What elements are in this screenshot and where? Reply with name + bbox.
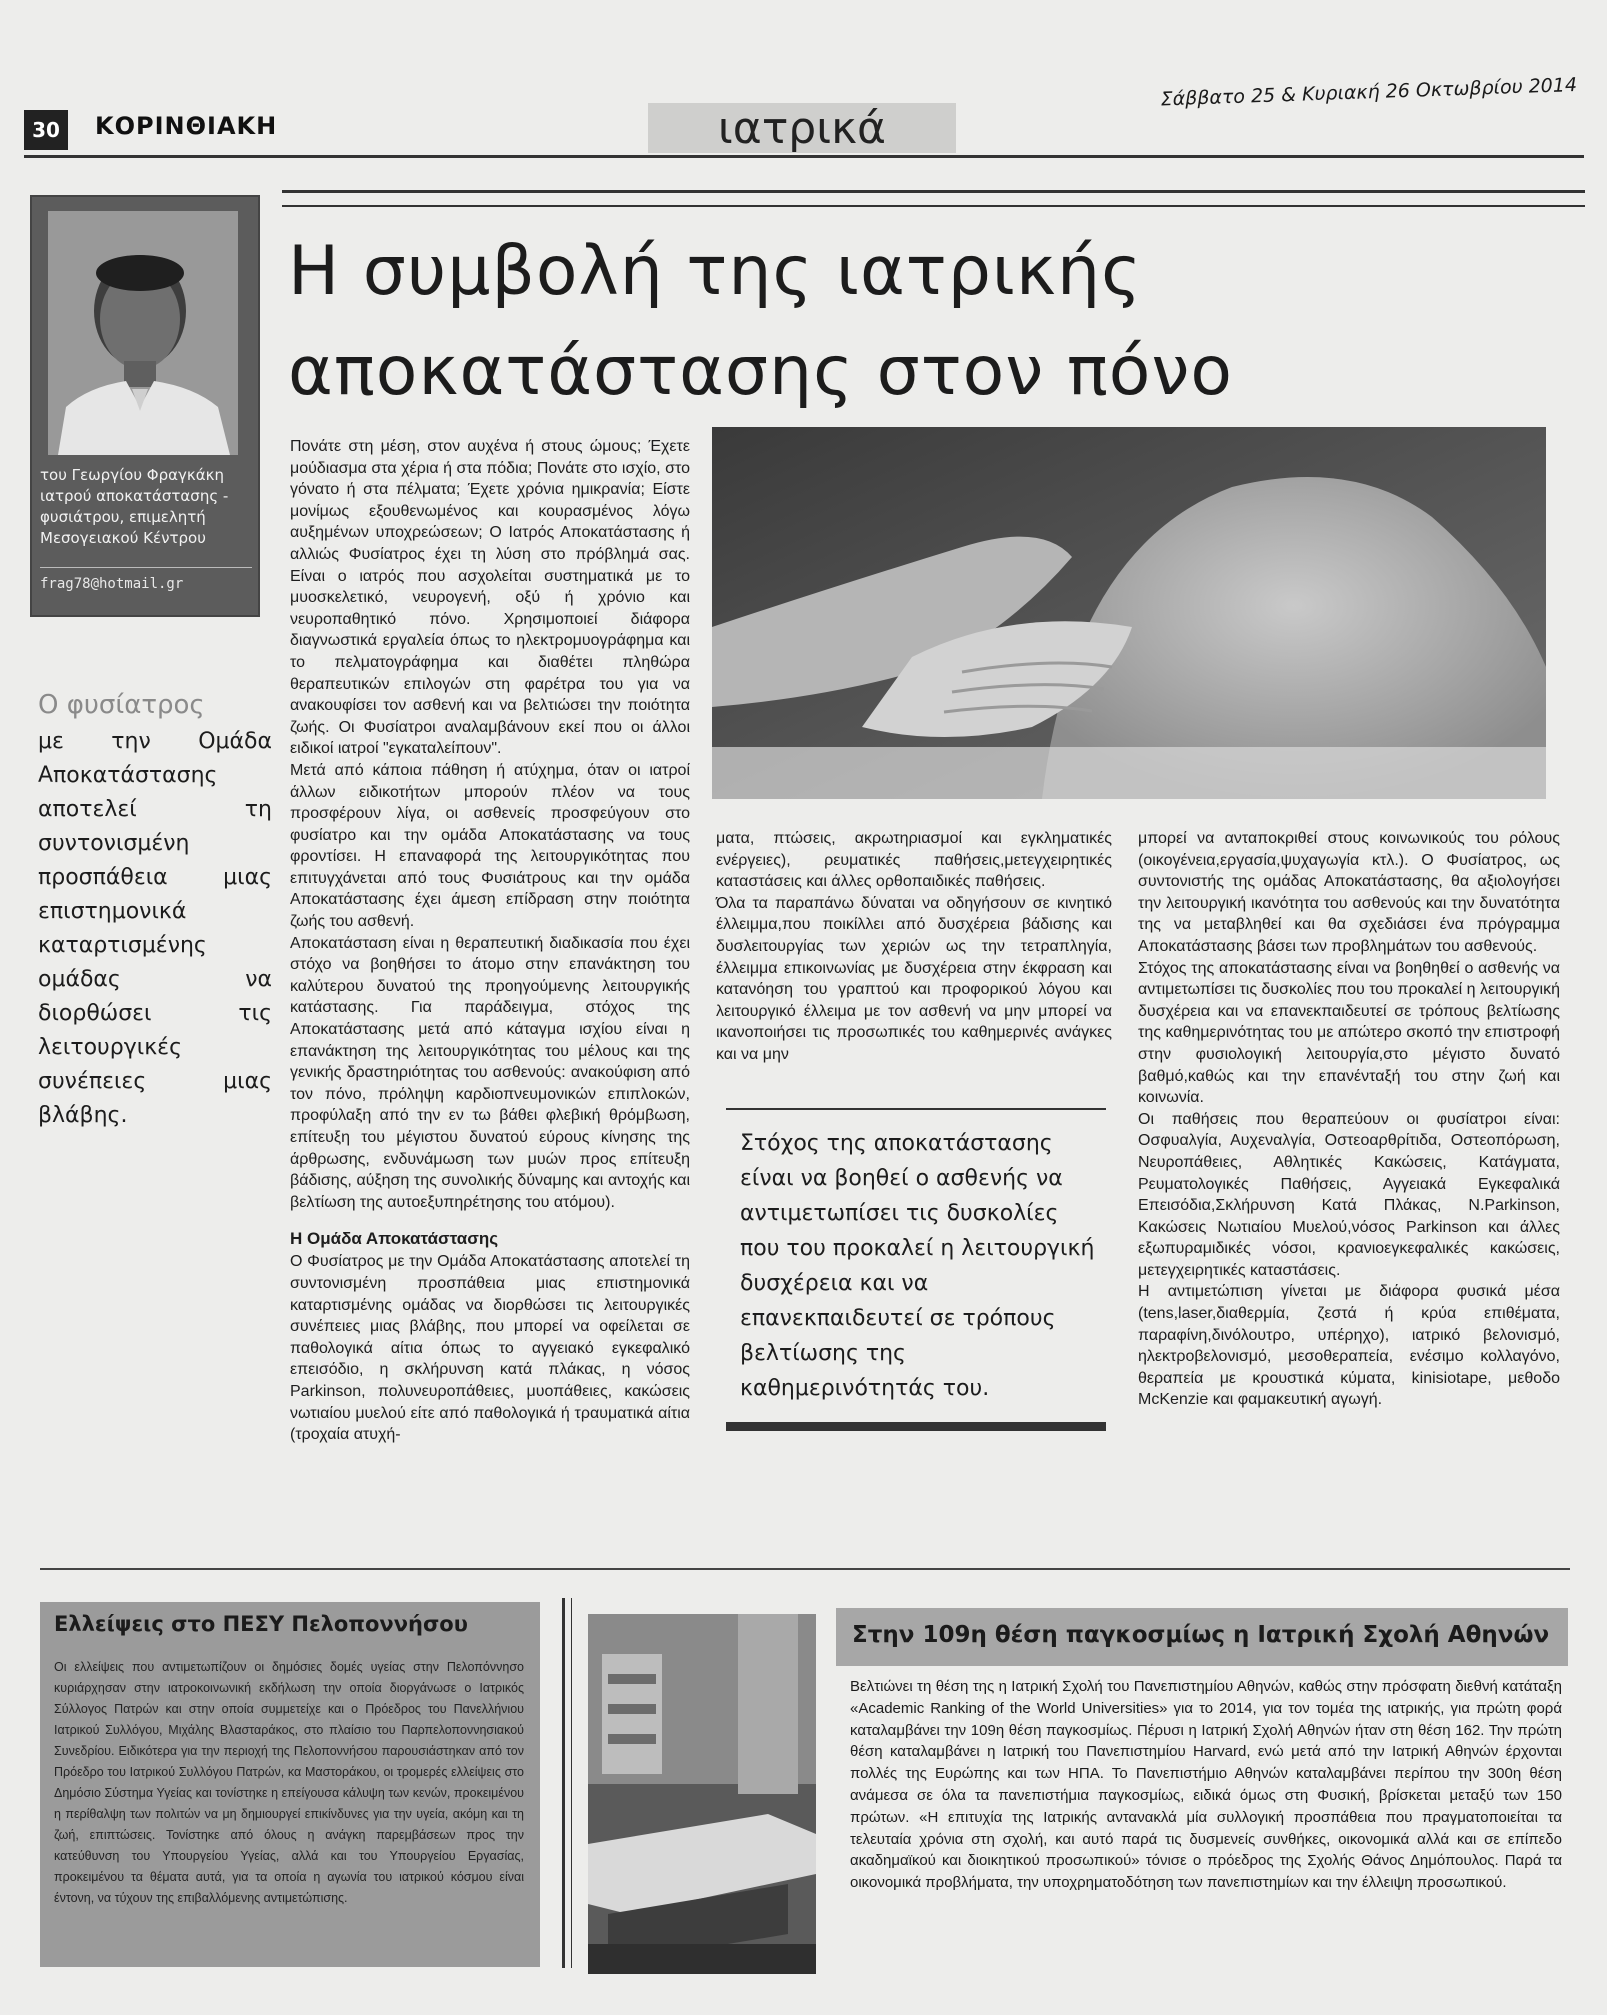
knee-examination-photo	[712, 427, 1546, 799]
news-brief-title-bar	[836, 1608, 1568, 1666]
issue-date: Σάββατο 25 & Κυριακή 26 Οκτωβρίου 2014	[1160, 74, 1578, 111]
article-divider	[40, 1568, 1570, 1570]
paragraph: Οι παθήσεις που θεραπεύουν οι φυσίατροι είναι: Οσφυαλγία, Αυχεναλγία, Οστεοαρθρίτιδα, Οστεοπόρωση, Νευροπάθειες, Αθλητικές Κακώσεις, Κατάγματα, Ρευματολογικές Παθήσεις, Αγγειακά Εγκεφαλικά Επεισόδια,Σκλήρυνση Κατά Πλάκας, N.Parkinson, Κακώσεις Νωτιαίου Μυελού,νόσος Parkinson και άλλες εξωπυραμιδικές νόσοι, κρανιοεγκεφαλικές κακώσεις, μετεγχειρητικές καταστάσεις.	[1138, 1110, 1560, 1279]
author-byline: του Γεωργίου Φραγκάκη ιατρού αποκατάστασης - φυσιάτρου, επιμελητή Μεσογειακού Κέντρου	[40, 466, 229, 547]
article-column-2	[716, 828, 1112, 1066]
section-label: ιατρικά	[717, 102, 887, 154]
news-brief-title: Ελλείψεις στο ΠΕΣΥ Πελοποννήσου	[54, 1612, 468, 1636]
news-brief-left	[40, 1602, 540, 1967]
article-column-1	[290, 436, 690, 1446]
paragraph: Ο Φυσίατρος με την Ομάδα Αποκατάστασης αποτελεί τη συντονισμένη προσπάθεια μιας επιστημονικά καταρτισμένης ομάδας να διορθώσει τις λειτουργικές συνέπειες μιας βλάβης, που μπορεί να οφείλεται σε παθολογικά αίτια όπως το αγγειακό εγκεφαλικό επεισόδιο, η σκλήρυνση κατά πλάκας, η νόσος Parkinson, πολυνευροπάθειες, μυοπάθειες, κακώσεις νωτιαίου μυελού είτε από παθολογικά ή τραυματικά αίτια (τροχαία ατυχή-	[290, 1253, 690, 1444]
paragraph: ματα, πτώσεις, ακρωτηριασμοί και εγκληματικές ενέργειες), ρευματικές παθήσεις,μετεγχειρητικές καταστάσεις και άλλες ορθοπαιδικές παθήσεις.	[716, 830, 1112, 891]
paragraph: Η αντιμετώπιση γίνεται με διάφορα φυσικά μέσα (tens,laser,διαθερμία, ζεστά ή κρύα επιθέματα, παραφίνη,δινόλουτρο, υπέρηχο), ιατρικό βελονισμό, ηλεκτροβελονισμό, μεσοθεραπεία, ενέσιμο κολλαγόνο, θεραπεία με κρουστικά κύματα, kinisiotape, μεθοδο McKenzie και φαμακευτική αγωγή.	[1138, 1283, 1560, 1409]
paragraph: Πονάτε στη μέση, στον αυχένα ή στους ώμους; Έχετε μούδιασμα στα χέρια ή στα πόδια; Πονάτε στο ισχίο, στο γόνατο ή στα πέλματα; Έχετε χρόνια ημικρανία; Είστε μονίμως εξουθενωμένος και κουρασμένος λόγω αυξημένων υποχρεώσεων; Ο Ιατρός Αποκατάστασης ή αλλιώς Φυσίατρος έχει τη λύση στο πρόβλημά σας. Είναι ο ιατρός που ασχολείται συστηματικά με το μυοσκελετικό, νευρογενή, οξύ ή χρόνιο και νευροπαθητικό πόνο. Χρησιμοποιεί διάφορα διαγνωστικά εργαλεία όπως το ηλεκτρομυογράφημα και το πελματογράφημα και διαθέτει πληθώρα θεραπευτικών επιλογών στη φαρέτρα του για να ανακουφίσει τον ασθενή και να βελτιώσει την ποιότητα ζωής. Οι Φυσίατροι αναλαμβάνουν εκεί που οι άλλοι ειδικοί ιατροί "εγκαταλείπουν".	[290, 438, 690, 758]
pull-quote-text: Στόχος της αποκατάστασης είναι να βοηθεί ο ασθενής να αντιμετωπίσει τις δυσκολίες που του προκαλεί η λειτουργική δυσχέρεια και να επανεκπαιδευτεί σε τρόπους βελτίωσης της καθημερινότητάς του.	[740, 1131, 1095, 1401]
side-quote-heading: Ο φυσίατρος	[38, 690, 205, 720]
title-rule	[282, 190, 1585, 207]
author-photo	[48, 211, 238, 455]
header-divider	[24, 155, 1584, 158]
page-number: 30	[24, 110, 68, 150]
pull-quote-top-rule	[726, 1108, 1106, 1110]
paragraph: Όλα τα παραπάνω δύναται να οδηγήσουν σε κινητικό έλλειμμα,που ποικίλλει από δυσχέρεια βάδισης και δυσλειτουργίας των χεριών ως την τετραπληγία, έλλειμμα επικοινωνίας με δυσχέρεια στην έκφραση και κατανόηση του γραπτού και προφορικού λόγου και λειτουργικό έλλειμα με τον ασθενή να μην μπορεί να ικανοποιήσει τις προσωπικές του καθημερινές ανάγκες και να μην	[716, 894, 1112, 1063]
paragraph: Στόχος της αποκατάστασης είναι να βοηθηθεί ο ασθενής να αντιμετωπίσει τις δυσκολίες που του προκαλεί η λειτουργική δυσχέρεια και να επανεκπαιδευτεί σε τρόπους βελτίωσης της καθημερινότητας του με απώτερο σκοπό την επιστροφή στην φυσιολογική λειτουργία,στο μέγιστο δυνατό βαθμό,καθώς και την επανένταξή του στην ζωή και κοινωνία.	[1138, 959, 1560, 1107]
section-heading: Η Ομάδα Αποκατάστασης	[290, 1229, 499, 1249]
section-label-box	[648, 103, 956, 153]
column-divider	[562, 1598, 572, 1968]
news-brief-title: Στην 109η θέση παγκοσμίως η Ιατρική Σχολή Αθηνών	[852, 1622, 1550, 1648]
pull-quote	[726, 1108, 1106, 1431]
news-brief-text: Βελτιώνει τη θέση της η Ιατρική Σχολή του Πανεπιστημίου Αθηνών, καθώς στην πρόσφατη διεθνή κατάταξη «Academic Ranking of the World Universities» για το 2014, για τον τομέα της ιατρικής, για πρώτη φορά καταλαμβάνει την 109η θέση παγκοσμίως. Πέρυσι η Ιατρική Σχολή Αθηνών ήταν στη θέση 162. Την πρώτη θέση καταλαμβάνει η Ιατρική του Πανεπιστημίου Harvard, ενώ μετά από την Ιατρική Αθηνών έρχονται πολλές της Ευρώπης και των ΗΠΑ. Το Πανεπιστήμιο Αθηνών καταλαμβάνει περίπου την 300η θέση ανάμεσα σε όλα τα πανεπιστήμια παγκοσμίως, ειδικά όμως στη Φυσική, βρίσκεται μεταξύ των 150 πρώτων. «Η επιτυχία της Ιατρικής αντανακλά μία συλλογική προσπάθεια που πραγματοποιείται τα τελευταία χρόνια στη σχολή, και αυτό παρά τις δυσμενείς συνθήκες, οικονομικά αλλά και σε επίπεδο ακαδημαϊκού και διοικητικού προσωπικού» τόνισε ο πρόεδρος της Σχολής Θάνος Δημόπουλος. Παρά τα οικονομικά προβλήματα, την υποχρηματοδότηση των πανεπιστημίων και την έλλειψη προσωπικού.	[850, 1678, 1562, 1892]
paragraph: μπορεί να ανταποκριθεί στους κοινωνικούς του ρόλους (οικογένεια,εργασία,ψυχαγωγία κτλ.). Ο Φυσίατρος, ως συντονιστής της ομάδας Αποκατάστασης, θα αξιολογήσει την λειτουργική ικανότητα του ασθενούς και την δυνατότητα της να μεταβληθεί και θα σχεδιάσει ένα πρόγραμμα Αποκατάστασης βάσει των προβλημάτων του ασθενούς.	[1138, 830, 1560, 955]
news-brief-text: Οι ελλείψεις που αντιμετωπίζουν οι δημόσιες δομές υγείας στην Πελοπόννησο κυριάρχησαν στην ιατροκοινωνική εκδήλωση την οποία διοργάνωσε ο Ιατρικός Σύλλογος Πατρών και στην οποία συμμετείχε και ο Πρόεδρος του Πανελλήνιου Ιατρικού Συλλόγου, Μιχάλης Βλασταράκος, στο πλαίσιο του Παρπελοποννησιακού Συνεδρίου. Ειδικότερα για την περιοχή της Πελοποννήσου παρουσιάστηκαν από τον Πρόεδρο του Ιατρικού Συλλόγου Πατρών, κα Μαστοράκου, οι τρομερές ελλείψεις στο Δημόσιο Σύστημα Υγείας και τονίστηκε η επείγουσα κάλυψη των κενών, προκειμένου η περίθαλψη των πολιτών να μη δημιουργεί επικίνδυνες για την υγεία, ακόμη και τη ζωή, επιπτώσεις. Τονίστηκε από όλους η ανάγκη παρεμβάσεων προς την κατεύθυνση του Υπουργείου Υγείας, αλλά και του Υπουργείου Εργασίας, προκειμένου τα θέματα αυτά, για τα οποία η αγωνία του ιατρικού κόσμου είναι έντονη, να τύχουν της επιβαλλόμενης αντιμετώπισης.	[54, 1660, 524, 1905]
author-email: frag78@hotmail.gr	[40, 567, 252, 592]
author-box	[30, 195, 260, 617]
hospital-room-photo	[588, 1614, 816, 1974]
newspaper-name: ΚΟΡΙΝΘΙΑΚΗ	[95, 112, 278, 140]
paragraph: Αποκατάσταση είναι η θεραπευτική διαδικασία που έχει στόχο να βοηθήσει το άτομο στην επανάκτηση του καλύτερου δυνατού της προηγούμενης λειτουργικής κατάστασης. Για παράδειγμα, στόχος της Αποκατάστασης μετά από κάταγμα ισχίου είναι η επανάκτηση της λειτουργικότητας του μέλους και της γενικής δραστηριότητας του ασθενούς: ανακούφιση από τον πόνο, πρόληψη καρδιοπνευμονικών επιπλοκών, προφύλαξη από την εν τω βάθει φλεβική θρόμβωση, επίτευξη του μέγιστου δυνατού εύρους κίνησης της άρθρωσης, ενδυνάμωση των μυών προς επίτευξη βάδισης, αύξηση της συνολικής δύναμης και αντοχής και βελτίωση της αυτοεξυπηρέτησης του ατόμου).	[290, 934, 690, 1211]
pull-quote-bottom-rule	[726, 1422, 1106, 1431]
article-title: Η συμβολή της ιατρικής αποκατάστασης στον πόνο	[288, 232, 1233, 411]
paragraph: Μετά από κάποια πάθηση ή ατύχημα, όταν οι ιατροί άλλων ειδικοτήτων μπορούν πλέον να τους προσφέρουν λίγα, οι ασθενείς προσφεύγουν στο φυσίατρο και την ομάδα Αποκατάστασης να τους φροντίσει. Η επαναφορά της λειτουργικότητας που επιτυγχάνεται από τους Φυσιάτρους και την ομάδα Αποκατάστασης έχει άμεση επίδραση στην ποιότητα ζωής του ασθενή.	[290, 761, 690, 931]
side-quote-text: με την Ομάδα Αποκατάστασης αποτελεί τη συντονισμένη προσπάθεια μιας επιστημονικά καταρτισμένης ομάδας να διορθώσει τις λειτουργικές συνέπειες μιας βλάβης.	[38, 729, 272, 1128]
article-column-3	[1138, 828, 1560, 1411]
